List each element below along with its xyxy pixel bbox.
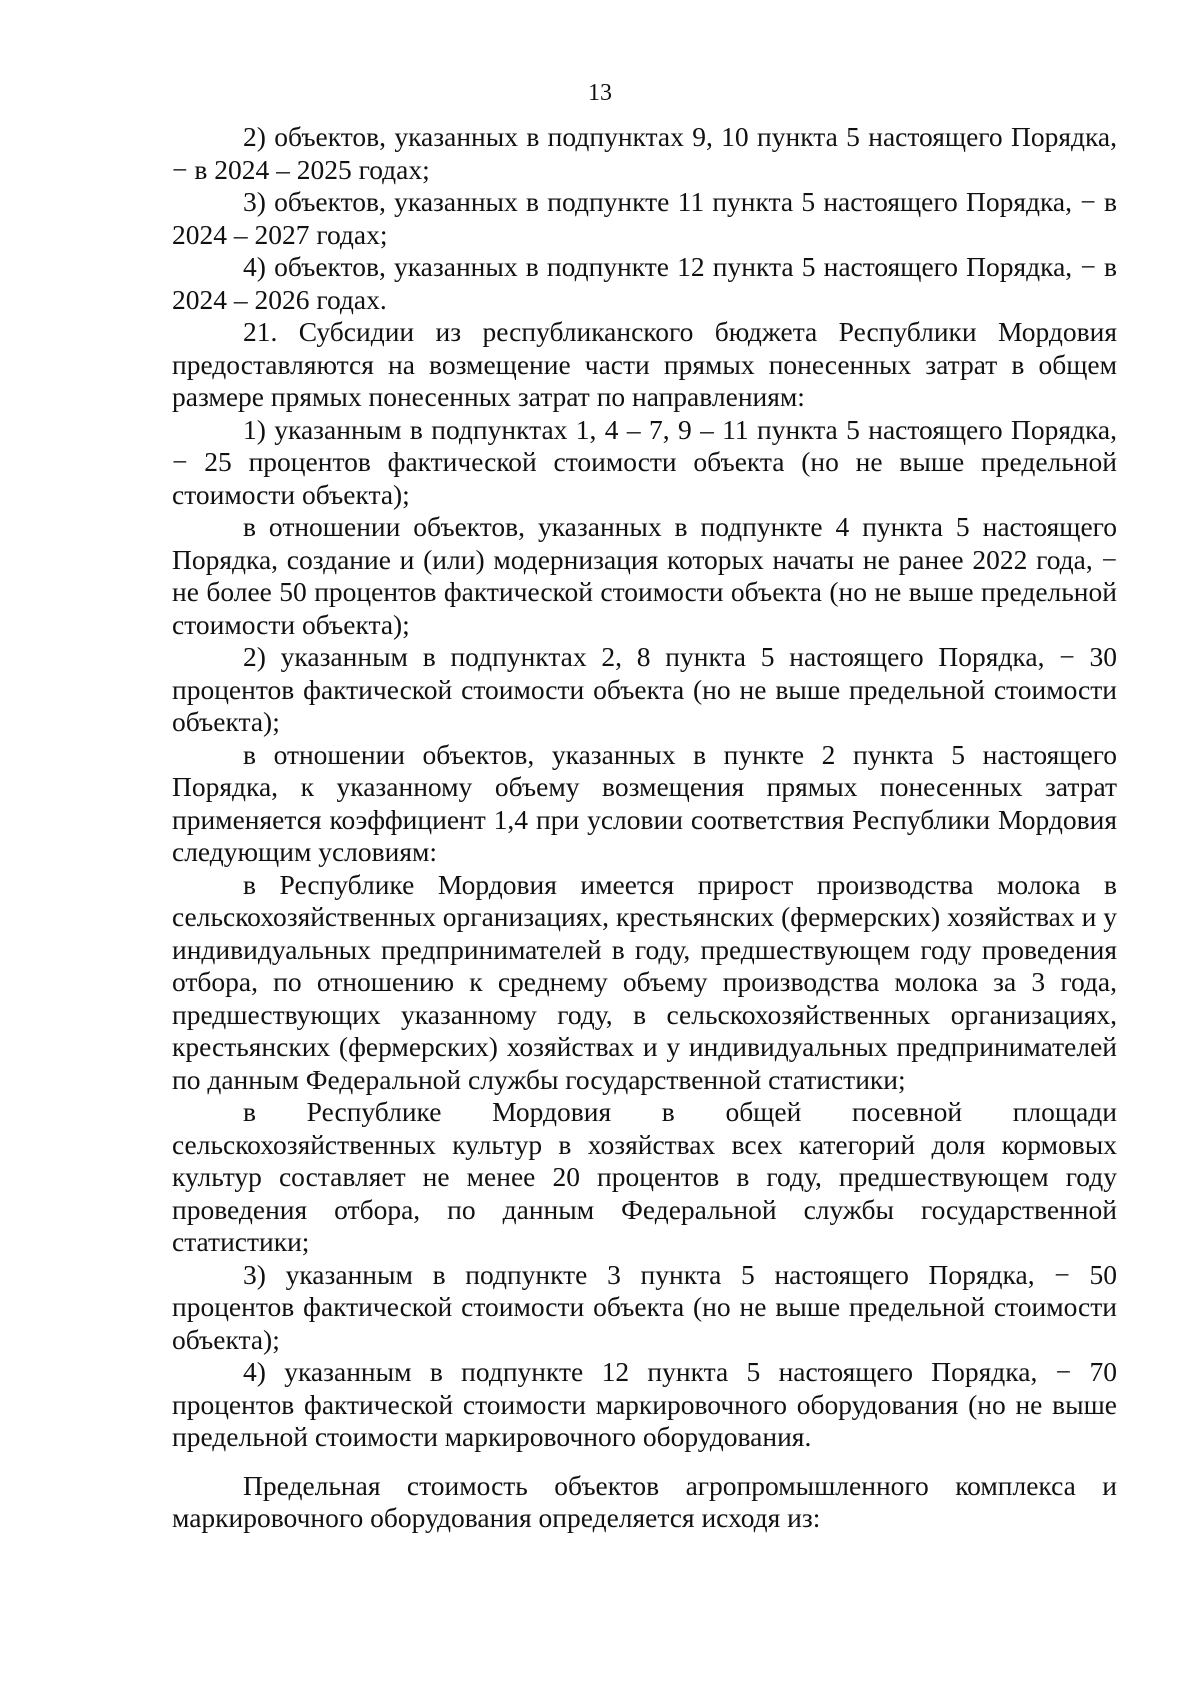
paragraph-clause-21: 21. Субсидии из республиканского бюджета Республики Мордовия предоставляются на возмещение части прямых понесенных затрат в общем размере прямых понесенных затрат по направлениям: bbox=[172, 316, 1117, 412]
paragraph-coefficient: в отношении объектов, указанных в пункте 2 пункта 5 настоящего Порядка, к указанному объему возмещения прямых понесенных затрат применяется коэффициент 1,4 при условии соответствия Республики Мордовия следующим условиям: bbox=[172, 738, 1117, 867]
paragraph-direction-1: 1) указанным в подпунктах 1, 4 – 7, 9 – 11 пункта 5 настоящего Порядка, − 25 процентов фактической стоимости объекта (но не выше предельной стоимости объекта); bbox=[172, 413, 1117, 510]
paragraph-limit-cost: Предельная стоимость объектов агропромышленного комплекса и маркировочного оборудования определяется исходя из: bbox=[172, 1469, 1117, 1533]
paragraph-direction-2: 2) указанным в подпунктах 2, 8 пункта 5 настоящего Порядка, − 30 процентов фактической стоимости объекта (но не выше предельной стоимости объекта); bbox=[172, 641, 1117, 737]
paragraph-direction-3: 3) указанным в подпункте 3 пункта 5 настоящего Порядка, − 50 процентов фактической стоимости объекта (но не выше предельной стоимости объекта); bbox=[172, 1258, 1117, 1355]
paragraph-condition-fodder: в Республике Мордовия в общей посевной площади сельскохозяйственных культур в хозяйствах всех категорий доля кормовых культур составляет не менее 20 процентов в году, предшествующем году проведения отбора, по данным Федеральной службы государственной статистики; bbox=[172, 1096, 1117, 1257]
paragraph-condition-milk: в Республике Мордовия имеется прирост производства молока в сельскохозяйственных организациях, крестьянских (фермерских) хозяйствах и у индивидуальных предпринимателей в году, предшествующем году проведения отбора, по отношению к среднему объему производства молока за 3 года, предшествующих указанному году, в сельскохозяйственных организациях, крестьянских (фермерских) хозяйствах и у индивидуальных предпринимателей по данным Федеральной службы государственной статистики; bbox=[172, 868, 1117, 1095]
page-number: 13 bbox=[588, 80, 612, 106]
document-body bbox=[172, 121, 1117, 1535]
paragraph-item-2: 2) объектов, указанных в подпунктах 9, 10 пункта 5 настоящего Порядка, − в 2024 – 2025 годах; bbox=[172, 121, 1117, 185]
paragraph-objects-subitem-4: в отношении объектов, указанных в подпункте 4 пункта 5 настоящего Порядка, создание и (или) модернизация которых начаты не ранее 2022 года, − не более 50 процентов фактической стоимости объекта (но не выше предельной стоимости объекта); bbox=[172, 511, 1117, 640]
paragraph-item-3: 3) объектов, указанных в подпункте 11 пункта 5 настоящего Порядка, − в 2024 – 2027 годах; bbox=[172, 186, 1117, 250]
paragraph-direction-4: 4) указанным в подпункте 12 пункта 5 настоящего Порядка, − 70 процентов фактической стоимости маркировочного оборудования (но не выше предельной стоимости маркировочного оборудования. bbox=[172, 1356, 1117, 1452]
paragraph-item-4: 4) объектов, указанных в подпункте 12 пункта 5 настоящего Порядка, − в 2024 – 2026 годах. bbox=[172, 251, 1117, 315]
